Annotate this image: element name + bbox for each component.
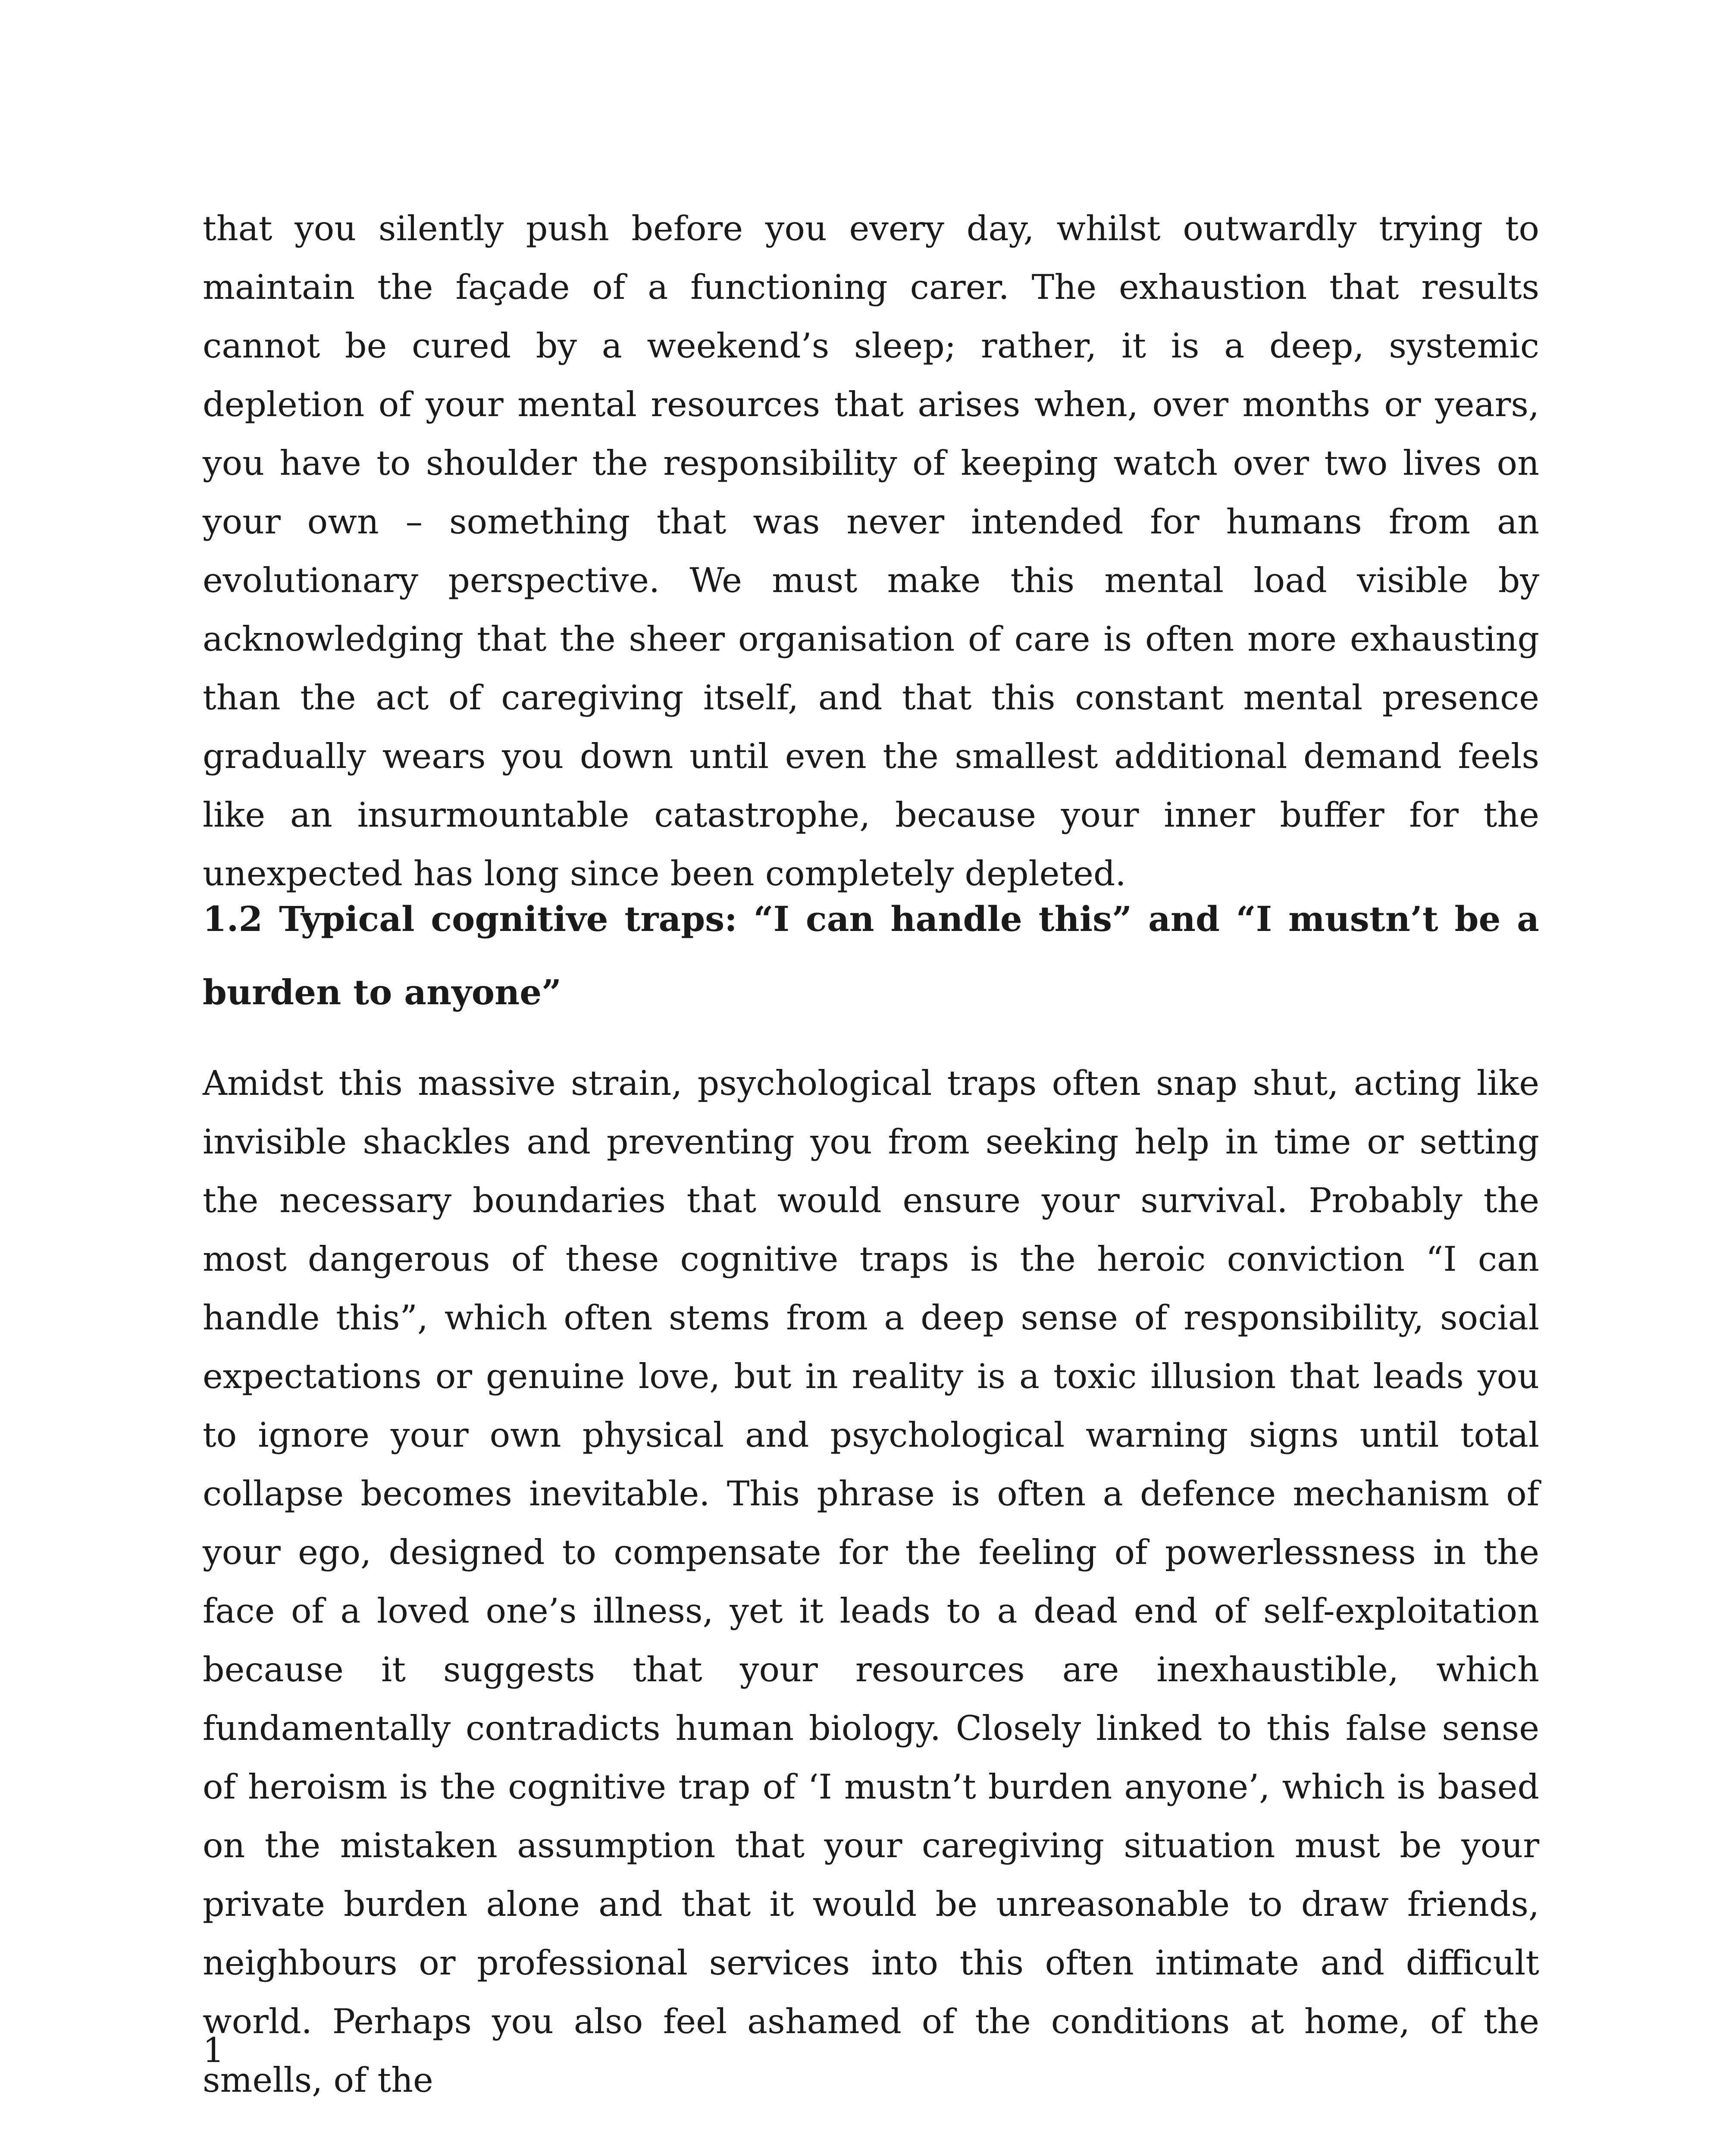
body-paragraph: that you silently push before you every day, whilst outwardly trying to maintain the façade of a functioning carer. The exhaustion that results cannot be cured by a weekend’s sleep; rather, it is a deep, systemic depletion of your mental resources that arises when, over months or years, you have to shoulder the responsibility of keeping watch over two lives on your own – something that was never intended for humans from an evolutionary perspective. We must make this mental load visible by acknowledging that the sheer organisation of care is often more exhausting than the act of caregiving itself, and that this constant mental presence gradually wears you down until even the smallest additional demand feels like an insurmountable catastrophe, because your inner buffer for the unexpected has long since been completely depleted. [203, 209, 1539, 893]
section-heading: 1.2 Typical cognitive traps: “I can handle this” and “I mustn’t be a burden to anyone” [203, 899, 1539, 1012]
page-number: 1 [203, 2031, 225, 2070]
body-paragraph: Amidst this massive strain, psychological traps often snap shut, acting like invisible shackles and preventing you from seeking help in time or setting the necessary boundaries that would ensure your survival. Probably the most dangerous of these cognitive traps is the heroic conviction “I can handle this”, which often stems from a deep sense of responsibility, social expectations or genuine love, but in reality is a toxic illusion that leads you to ignore your own physical and psychological warning signs until total collapse becomes inevitable. This phrase is often a defence mechanism of your ego, designed to compensate for the feeling of powerlessness in the face of a loved one’s illness, yet it leads to a dead end of self-exploitation because it suggests that your resources are inexhaustible, which fundamentally contradicts human biology. Closely linked to this false sense of heroism is the cognitive trap of ‘I mustn’t burden anyone’, which is based on the mistaken assumption that your caregiving situation must be your private burden alone and that it would be unreasonable to draw friends, neighbours or professional services into this often intimate and difficult world. Perhaps you also feel ashamed of the conditions at home, of the smells, of the [203, 1063, 1539, 2100]
